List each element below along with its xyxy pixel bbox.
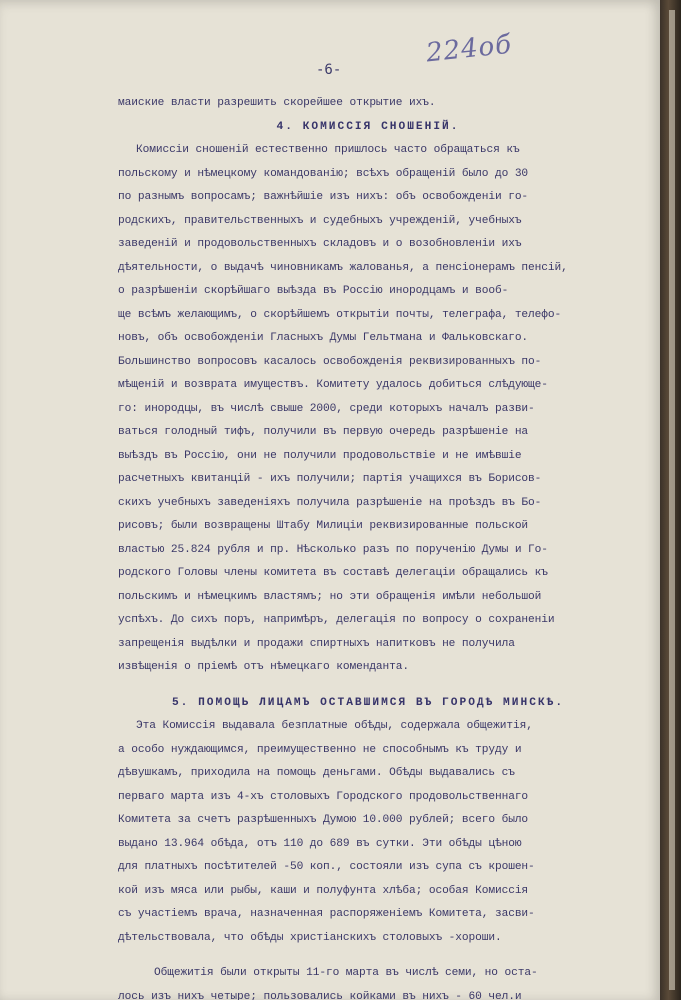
text-line: Общежитія были открыты 11-го марта въ числѣ семи, но оста- [154,967,538,979]
page-number: -6- [316,62,342,78]
text-line: по разнымъ вопросамъ; важнѣйшіе изъ нихъ: объ освобожденіи го- [118,191,529,203]
text-line: съ участіемъ врача, назначенная распоряженіемъ Комитета, засви- [118,908,535,920]
section-gap [118,950,618,962]
text-line: рисовъ; были возвращены Штабу Милиціи реквизированные польской [118,520,529,532]
section-gap [118,680,618,692]
book-spine-edge [660,0,681,1000]
text-line: выдано 13.964 обѣда, отъ 110 до 689 въ сутки. Эти обѣды цѣною [118,837,522,850]
text-line: дѣвушкамъ, приходила на помощь деньгами. Обѣды выдавались съ [118,767,515,779]
typed-text-body [118,92,618,1000]
text-line: Эта Комиссія выдавала безплатные обѣды, содержала общежитія, [136,720,533,732]
text-line: кой изъ мяса или рыбы, каши и полуфунта хлѣба; особая Комиссія [118,884,529,897]
text-line: Комитета за счетъ разрѣшенныхъ Думою 10.000 рублей; всего было [118,814,529,826]
text-line: ваться голодный тифъ, получили въ первую очередь разрѣшеніе на [118,426,529,438]
text-line: о разрѣшеніи скорѣйшаго выѣзда въ Россію инородцамъ и вооб- [118,285,509,297]
page-edge-strip [669,10,675,990]
section-heading: 5. ПОМОЩЬ ЛИЦАМЪ ОСТАВШИМСЯ ВЪ ГОРОДѢ МИНСКѢ. [171,696,565,709]
text-line: перваго марта изъ 4-хъ столовыхъ Городского продовольственнаго [118,790,529,803]
text-line: го: инородцы, въ числѣ свыше 2000, среди которыхъ началъ разви- [118,402,535,415]
text-line: заведеній и продовольственныхъ складовъ и о возобновленіи ихъ [118,238,522,250]
text-line: запрещенія выдѣлки и продажи спиртныхъ напитковъ не получила [118,637,515,650]
text-line: расчетныхъ квитанцій - ихъ получили; партія учащихся въ Борисов- [118,473,542,485]
text-line: извѣщенія о пріемѣ отъ нѣмецкаго коменданта. [118,661,409,673]
archive-folio-number: 224об [424,29,514,69]
text-line: маиские власти разрешить скорейшее открытие ихъ. [118,97,436,109]
text-line: польскимъ и нѣмецкимъ властямъ; но эти обращенія имѣли небольшой [118,590,542,603]
section-heading: 4. КОМИССІЯ СНОШЕНІЙ. [276,120,460,133]
text-line: лось изъ нихъ четыре; пользовались койками въ нихъ - 60 чел.и [118,990,522,1000]
text-line: выѣздъ въ Россію, они не получили продовольствіе и не имѣвшіе [118,449,522,462]
text-line: родского Головы члены комитета въ составѣ делегаціи обращались къ [118,567,548,579]
text-line: Большинство вопросовъ касалось освобожденія реквизированныхъ по- [118,355,542,368]
text-line: скихъ учебныхъ заведеніяхъ получила разрѣшеніе на проѣздъ въ Бо- [118,496,542,509]
text-line: властью 25.824 рубля и пр. Нѣсколько разъ по порученію Думы и Го- [118,543,548,556]
text-line: для платныхъ посѣтителей -50 коп., состояли изъ супа съ крошен- [118,861,535,873]
text-line: Комиссіи сношеній естественно пришлось часто обращаться къ [136,144,520,156]
text-line: а особо нуждающимся, преимущественно не способнымъ къ труду и [118,743,522,756]
text-line: дѣтельствовала, что обѣды христіанскихъ столовыхъ -хороши. [118,931,502,944]
text-line: ще всѣмъ желающимъ, о скорѣйшемъ открытіи почты, телеграфа, телефо- [118,308,562,321]
text-line: родскихъ, правительственныхъ и судебныхъ учрежденій, учебныхъ [118,214,522,227]
text-line: мѣщеній и возврата имуществъ. Комитету удалось добиться слѣдующе- [118,379,548,391]
text-line: дѣятельности, о выдачѣ чиновникамъ жалованья, а пенсіонерамъ пенсій, [118,261,568,274]
text-line: польскому и нѣмецкому командованію; всѣхъ обращеній было до 30 [118,167,529,180]
text-line: успѣхъ. До сихъ поръ, напримѣръ, делегація по вопросу о сохраненіи [118,614,555,626]
text-line: новъ, объ освобожденіи Гласныхъ Думы Гельтмана и Фальковскаго. [118,332,529,344]
